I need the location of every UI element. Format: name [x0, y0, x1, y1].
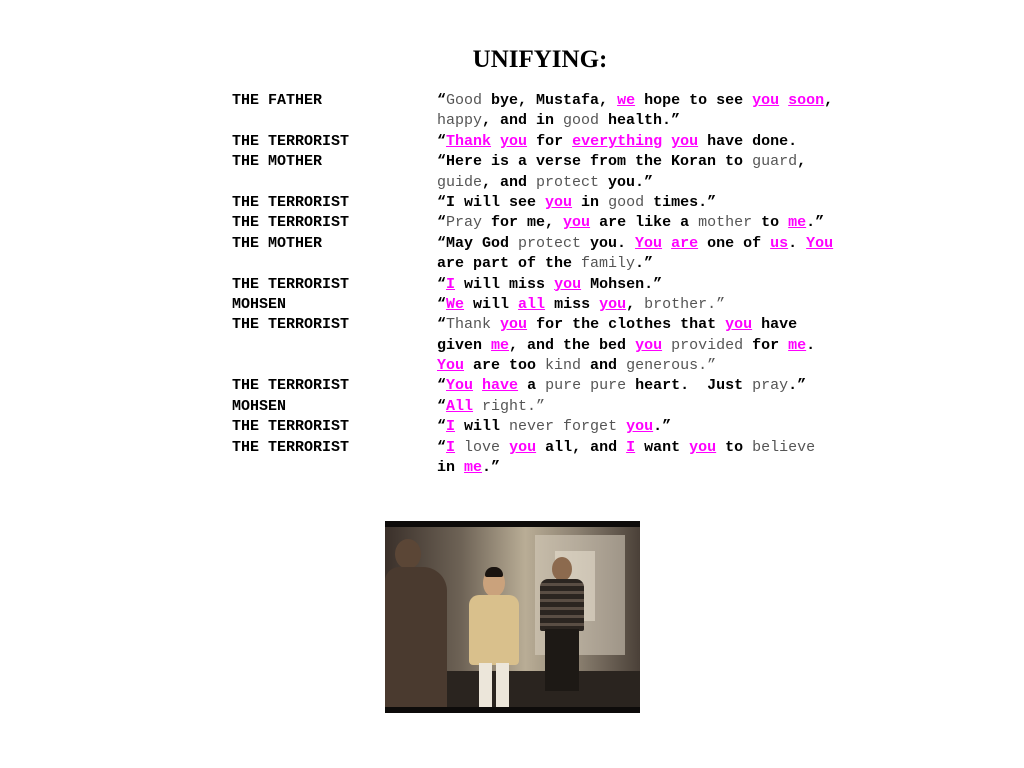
highlighted-word: me [464, 459, 483, 477]
bold-word: in [572, 193, 609, 211]
bold-word: are too [464, 357, 546, 375]
bold-word: “ [437, 418, 447, 436]
bold-word: “ [437, 397, 447, 415]
quote-text [437, 438, 815, 458]
plain-word: good [563, 112, 600, 130]
bold-word: , and [482, 173, 537, 191]
bold-word: , [626, 295, 645, 313]
bold-word: .” [788, 377, 807, 395]
plain-word: love [464, 438, 501, 456]
bold-word: . [788, 234, 807, 252]
quote-text [437, 173, 653, 193]
highlighted-word: have [482, 377, 519, 395]
bold-word: “ [437, 214, 447, 232]
plain-word: Good [446, 92, 483, 109]
bold-word: health.” [599, 112, 681, 130]
highlighted-word: I [626, 438, 636, 456]
highlighted-word: Thank [446, 132, 492, 150]
highlighted-word: you [671, 132, 699, 150]
bold-word: “ [437, 377, 447, 395]
highlighted-word: you [752, 92, 780, 109]
bold-word: , and in [482, 112, 564, 130]
bold-word: “Here is a verse from the Koran to [437, 153, 753, 171]
bold-word [662, 337, 671, 354]
plain-word: generous.” [626, 357, 717, 375]
quote-text [437, 376, 806, 396]
bold-word: times.” [644, 193, 717, 211]
plain-word: right.” [482, 397, 546, 415]
bold-word [662, 133, 671, 150]
quote-text [437, 213, 824, 233]
bold-word: “ [437, 438, 447, 456]
bold-word: have done. [698, 132, 798, 150]
bold-word [779, 92, 788, 109]
bold-word: .” [635, 255, 654, 273]
bold-word: for [527, 132, 573, 150]
quote-text [437, 111, 680, 131]
highlighted-word: all [518, 295, 546, 313]
highlighted-word: you [599, 295, 627, 313]
plain-word: Pray [446, 214, 483, 232]
highlighted-word: are [671, 234, 699, 252]
plain-word: family [581, 255, 636, 273]
highlighted-word: you [545, 193, 573, 211]
bold-word: given [437, 336, 492, 354]
bold-word [491, 316, 500, 333]
bold-word: bye, Mustafa, [482, 92, 618, 109]
bold-word [473, 377, 482, 394]
highlighted-word: I [446, 418, 456, 436]
bold-word: hope to see [635, 92, 753, 109]
bold-word: all, and [536, 438, 627, 456]
plain-word: kind [545, 357, 582, 375]
plain-word: brother.” [644, 295, 726, 313]
quote-text [437, 417, 671, 437]
quote-text [437, 275, 662, 295]
highlighted-word: I [446, 438, 456, 456]
highlighted-word: You [446, 377, 474, 395]
bold-word: for me, [482, 214, 564, 232]
bold-word: and [581, 357, 627, 375]
plain-word: guide [437, 173, 483, 191]
plain-word: pray [752, 377, 789, 395]
quote-text [437, 254, 653, 274]
highlighted-word: we [617, 92, 636, 109]
highlighted-word: you [554, 275, 582, 293]
quote-text [437, 132, 797, 152]
highlighted-word: you [626, 418, 654, 436]
bold-word: “ [437, 92, 447, 109]
bold-word: Mohsen.” [581, 275, 663, 293]
quote-text [437, 193, 716, 213]
bold-word: you. [581, 234, 636, 252]
highlighted-word: I [446, 275, 456, 293]
bold-word: miss [545, 295, 600, 313]
speaker-name: MOHSEN [232, 295, 287, 313]
quote-text [437, 295, 725, 315]
highlighted-word: me [788, 214, 807, 232]
quote-text [437, 458, 500, 478]
bold-word: to [752, 214, 789, 232]
bold-word: are like a [590, 214, 699, 232]
bold-word: to [716, 438, 753, 456]
quote-text [437, 91, 833, 111]
bold-word [500, 439, 509, 456]
highlighted-word: everything [572, 132, 663, 150]
highlighted-word: You [806, 234, 834, 252]
bold-word [662, 235, 671, 252]
highlighted-word: you [509, 438, 537, 456]
highlighted-word: soon [788, 92, 825, 109]
speaker-name: THE TERRORIST [232, 438, 350, 456]
bold-word: one of [698, 234, 771, 252]
highlighted-word: you [500, 316, 528, 334]
speaker-name: THE TERRORIST [232, 418, 350, 436]
speaker-name: THE TERRORIST [232, 316, 350, 334]
speaker-name: THE TERRORIST [232, 214, 350, 232]
bold-word: in [437, 459, 465, 477]
quote-text [437, 315, 797, 335]
bold-word: for [743, 336, 789, 354]
plain-word: mother [698, 214, 753, 232]
speaker-name: MOHSEN [232, 397, 287, 415]
bold-word: will miss [455, 275, 555, 293]
plain-word: protect [536, 173, 600, 191]
bold-word: want [635, 438, 690, 456]
bold-word: “I will see [437, 193, 546, 211]
speaker-name: THE TERRORIST [232, 377, 350, 395]
quote-text [437, 336, 815, 356]
highlighted-word: me [491, 336, 510, 354]
bold-word: will [455, 418, 510, 436]
bold-word: , and the bed [509, 336, 636, 354]
highlighted-word: We [446, 295, 465, 313]
highlighted-word: you [689, 438, 717, 456]
slide-title: UNIFYING: [472, 46, 608, 73]
quote-text [437, 152, 806, 172]
highlighted-word: me [788, 336, 807, 354]
plain-word: Thank [446, 316, 492, 334]
bold-word: will [464, 295, 519, 313]
speaker-name: THE TERRORIST [232, 193, 350, 211]
highlighted-word: you [563, 214, 591, 232]
bold-word: .” [653, 418, 672, 436]
bold-word [491, 133, 500, 150]
bold-word: .” [482, 459, 501, 477]
bold-word: you.” [599, 173, 654, 191]
plain-word: happy [437, 112, 483, 130]
bold-word: .” [806, 214, 825, 232]
bold-word: heart. Just [626, 377, 753, 395]
bold-word [473, 398, 482, 415]
highlighted-word: you [500, 132, 528, 150]
speaker-name: THE FATHER [232, 92, 323, 109]
plain-word: guard [752, 153, 798, 171]
highlighted-word: you [725, 316, 753, 334]
plain-word: protect [518, 234, 582, 252]
highlighted-word: All [446, 397, 474, 415]
speaker-name: THE TERRORIST [232, 275, 350, 293]
quote-text [437, 356, 716, 376]
bold-word: have [752, 316, 798, 334]
bold-word: . [806, 336, 816, 354]
highlighted-word: You [635, 234, 663, 252]
plain-word: never forget [509, 418, 618, 436]
bold-word [617, 418, 626, 435]
bold-word: “ [437, 275, 447, 293]
bold-word: “ [437, 132, 447, 150]
bold-word: , [797, 153, 807, 171]
bold-word: , [824, 92, 834, 109]
bold-word: “ [437, 316, 447, 334]
bold-word: are part of the [437, 255, 582, 273]
highlighted-word: us [770, 234, 789, 252]
speaker-name: THE MOTHER [232, 153, 323, 171]
quote-text [437, 234, 833, 254]
plain-word: pure pure [545, 377, 627, 395]
film-still-photo [385, 521, 640, 713]
bold-word [455, 439, 464, 456]
highlighted-word: you [635, 336, 663, 354]
bold-word: a [518, 377, 546, 395]
speaker-name: THE MOTHER [232, 234, 323, 252]
speaker-name: THE TERRORIST [232, 132, 350, 150]
bold-word: “May God [437, 234, 519, 252]
bold-word: “ [437, 295, 447, 313]
quote-text [437, 397, 545, 417]
bold-word: for the clothes that [527, 316, 726, 334]
plain-word: provided [671, 336, 744, 354]
highlighted-word: You [437, 357, 465, 375]
plain-word: good [608, 193, 645, 211]
plain-word: believe [752, 438, 816, 456]
